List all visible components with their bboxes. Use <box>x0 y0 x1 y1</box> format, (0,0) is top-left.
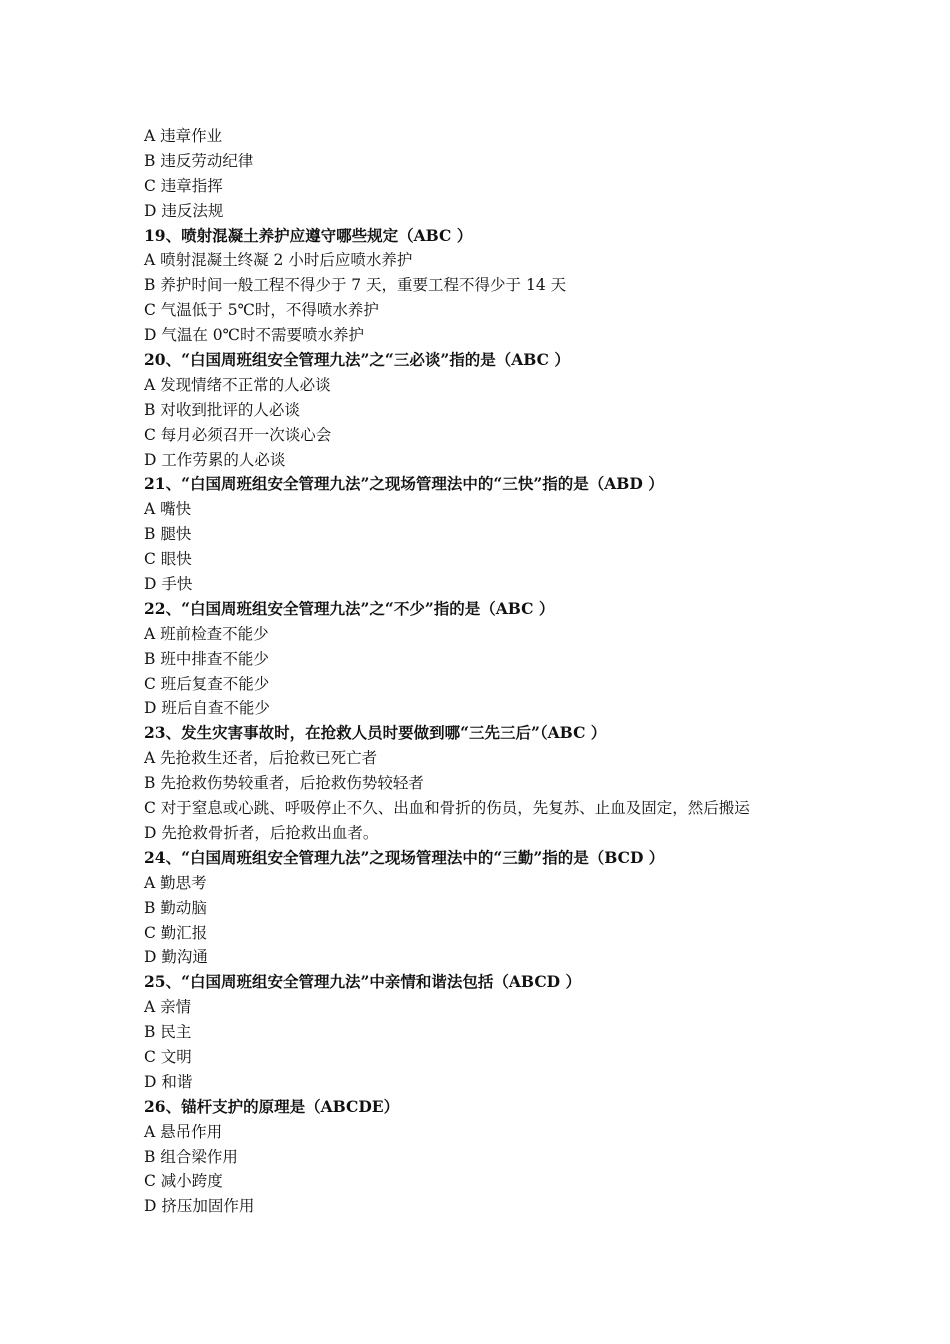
answer-option: A 喷射混凝土终凝 2 小时后应喷水养护 <box>144 251 413 270</box>
answer-option: D 工作劳累的人必谈 <box>144 450 286 469</box>
question-heading: 19、喷射混凝土养护应遵守哪些规定（ABC ） <box>144 225 473 245</box>
answer-option: B 民主 <box>144 1023 192 1042</box>
question-heading: 21、“白国周班组安全管理九法”之现场管理法中的“三快”指的是（ABD ） <box>144 474 664 494</box>
question-heading: 22、“白国周班组安全管理九法”之“不少”指的是（ABC ） <box>144 598 555 618</box>
answer-option: B 养护时间一般工程不得少于 7 天，重要工程不得少于 14 天 <box>144 276 567 295</box>
answer-option: D 班后自查不能少 <box>144 699 270 718</box>
answer-option: D 和谐 <box>144 1072 193 1091</box>
answer-option: C 对于窒息或心跳、呼吸停止不久、出血和骨折的伤员，先复苏、止血及固定，然后搬运 <box>144 799 750 818</box>
answer-option: D 违反法规 <box>144 201 224 220</box>
question-heading: 23、发生灾害事故时，在抢救人员时要做到哪“三先三后”（ABC ） <box>144 723 607 743</box>
answer-option: D 先抢救骨折者，后抢救出血者。 <box>144 823 379 842</box>
answer-option: B 违反劳动纪律 <box>144 151 254 170</box>
answer-option: A 班前检查不能少 <box>144 624 269 643</box>
question-heading: 26、锚杆支护的原理是（ABCDE） <box>144 1096 400 1116</box>
answer-option: C 违章指挥 <box>144 176 223 195</box>
answer-option: A 违章作业 <box>144 127 223 145</box>
answer-option: C 勤汇报 <box>144 923 208 942</box>
answer-option: B 班中排查不能少 <box>144 649 269 668</box>
question-heading: 24、“白国周班组安全管理九法”之现场管理法中的“三勤”指的是（BCD ） <box>144 847 665 867</box>
answer-option: B 对收到批评的人必谈 <box>144 400 300 419</box>
answer-option: B 勤动脑 <box>144 898 207 917</box>
answer-option: B 先抢救伤势较重者，后抢救伤势较轻者 <box>144 774 424 793</box>
answer-option: A 先抢救生还者，后抢救已死亡者 <box>144 749 378 768</box>
answer-option: C 文明 <box>144 1047 192 1066</box>
answer-option: A 嘴快 <box>144 500 192 519</box>
answer-option: C 眼快 <box>144 550 192 569</box>
answer-option: C 班后复查不能少 <box>144 674 270 693</box>
answer-option: D 挤压加固作用 <box>144 1197 255 1216</box>
answer-option: D 手快 <box>144 575 193 594</box>
question-heading: 25、“白国周班组安全管理九法”中亲情和谐法包括（ABCD ） <box>144 972 581 992</box>
question-list <box>144 124 844 1219</box>
answer-option: A 发现情绪不正常的人必谈 <box>144 375 331 394</box>
answer-option: C 减小跨度 <box>144 1172 223 1191</box>
answer-option: C 每月必须召开一次谈心会 <box>144 425 332 444</box>
answer-option: B 组合梁作用 <box>144 1147 238 1166</box>
question-heading: 20、“白国周班组安全管理九法”之“三必谈”指的是（ABC ） <box>144 350 570 370</box>
answer-option: A 亲情 <box>144 998 192 1017</box>
answer-option: A 悬吊作用 <box>144 1122 223 1141</box>
answer-option: A 勤思考 <box>144 873 207 892</box>
answer-option: D 气温在 0℃时不需要喷水养护 <box>144 326 364 345</box>
answer-option: D 勤沟通 <box>144 948 208 967</box>
answer-option: B 腿快 <box>144 525 192 544</box>
answer-option: C 气温低于 5℃时，不得喷水养护 <box>144 301 379 320</box>
